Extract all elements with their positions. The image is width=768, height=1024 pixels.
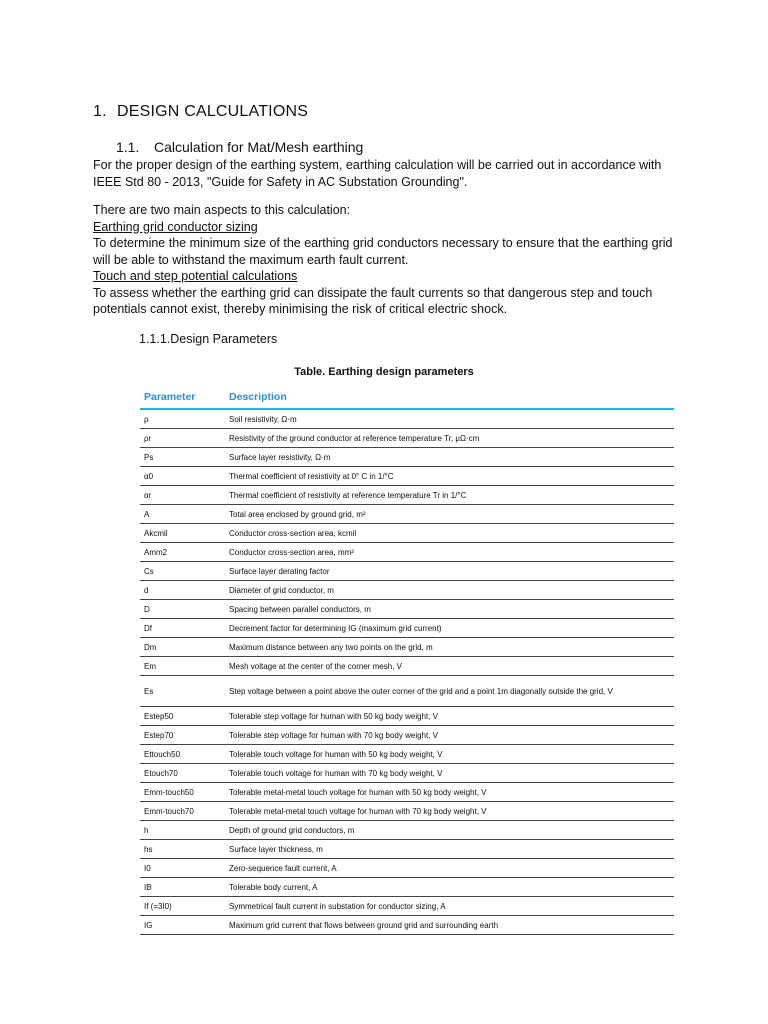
aspect2-title: Touch and step potential calculations (93, 269, 298, 283)
subsection-heading (116, 139, 363, 155)
description-cell: Soil resistivity, Ω·m (225, 409, 674, 429)
parameter-cell: Akcmil (140, 524, 225, 543)
parameter-cell: Emm-touch70 (140, 802, 225, 821)
description-cell: Tolerable step voltage for human with 50 kg body weight, V (225, 707, 674, 726)
parameter-cell: h (140, 821, 225, 840)
table-row (140, 764, 674, 783)
description-cell: Tolerable metal-metal touch voltage for human with 70 kg body weight, V (225, 802, 674, 821)
description-cell: Diameter of grid conductor, m (225, 581, 674, 600)
parameter-cell: Amm2 (140, 543, 225, 562)
description-cell: Tolerable touch voltage for human with 70 kg body weight, V (225, 764, 674, 783)
table-row (140, 581, 674, 600)
parameter-cell: Df (140, 619, 225, 638)
header-description: Description (225, 388, 674, 409)
parameter-cell: Ps (140, 448, 225, 467)
description-cell: Spacing between parallel conductors, m (225, 600, 674, 619)
subsection-title: Calculation for Mat/Mesh earthing (154, 139, 364, 155)
description-cell: Tolerable touch voltage for human with 50 kg body weight, V (225, 745, 674, 764)
parameters-table (140, 388, 674, 935)
table-row (140, 619, 674, 638)
parameter-cell: d (140, 581, 225, 600)
parameter-cell: ρr (140, 429, 225, 448)
section-title: DESIGN CALCULATIONS (117, 103, 309, 120)
description-cell: Mesh voltage at the center of the corner mesh, V (225, 657, 674, 676)
description-cell: Surface layer resistivity, Ω·m (225, 448, 674, 467)
aspects-block (93, 202, 676, 318)
table-row (140, 878, 674, 897)
aspect1-title: Earthing grid conductor sizing (93, 219, 258, 234)
parameter-cell: If (=3I0) (140, 897, 225, 916)
description-cell: Total area enclosed by ground grid, m² (225, 505, 674, 524)
table-row (140, 543, 674, 562)
section-heading (93, 103, 308, 121)
table-header-row (140, 388, 674, 409)
description-cell: Surface layer derating factor (225, 562, 674, 581)
subsubsection-heading: 1.1.1.Design Parameters (139, 332, 278, 346)
table-row (140, 657, 674, 676)
description-cell: Decrement factor for determining IG (maximum grid current) (225, 619, 674, 638)
parameter-cell: Etouch70 (140, 764, 225, 783)
description-cell: Maximum grid current that flows between ground grid and surrounding earth (225, 916, 674, 935)
table-row (140, 409, 674, 429)
table-row (140, 505, 674, 524)
parameter-cell: ρ (140, 409, 225, 429)
parameters-table-wrap (140, 388, 674, 935)
parameter-cell: α0 (140, 467, 225, 486)
table-row (140, 840, 674, 859)
parameter-cell: Dm (140, 638, 225, 657)
parameter-cell: A (140, 505, 225, 524)
intro-text: For the proper design of the earthing system, earthing calculation will be carried out in accordance with IEEE Std 80 - 2013, "Guide for Safety in AC Substation Grounding". (93, 158, 662, 189)
parameter-cell: IG (140, 916, 225, 935)
parameter-cell: Ettouch50 (140, 745, 225, 764)
header-parameter: Parameter (140, 388, 225, 409)
parameter-cell: D (140, 600, 225, 619)
description-cell: Maximum distance between any two points on the grid, m (225, 638, 674, 657)
table-row (140, 429, 674, 448)
parameter-cell: Estep70 (140, 726, 225, 745)
table-row (140, 726, 674, 745)
table-row (140, 707, 674, 726)
description-cell: Tolerable step voltage for human with 70 kg body weight, V (225, 726, 674, 745)
parameter-cell: I0 (140, 859, 225, 878)
table-row (140, 676, 674, 707)
description-cell: Tolerable metal-metal touch voltage for human with 50 kg body weight, V (225, 783, 674, 802)
parameter-cell: Em (140, 657, 225, 676)
parameter-cell: hs (140, 840, 225, 859)
subsection-number: 1.1. (116, 139, 140, 155)
description-cell: Resistivity of the ground conductor at reference temperature Tr, μΩ·cm (225, 429, 674, 448)
table-row (140, 448, 674, 467)
table-row (140, 562, 674, 581)
description-cell: Surface layer thickness, m (225, 840, 674, 859)
table-row (140, 524, 674, 543)
parameter-cell: Estep50 (140, 707, 225, 726)
table-row (140, 638, 674, 657)
table-row (140, 897, 674, 916)
table-row (140, 821, 674, 840)
parameter-cell: Es (140, 676, 225, 707)
description-cell: Symmetrical fault current in substation for conductor sizing, A (225, 897, 674, 916)
aspect2-text: To assess whether the earthing grid can dissipate the fault currents so that dangerous step and touch potentials cannot exist, thereby minimising the risk of critical electric shock. (93, 285, 653, 316)
table-row (140, 600, 674, 619)
parameter-cell: αr (140, 486, 225, 505)
table-row (140, 486, 674, 505)
description-cell: Zero-sequence fault current, A (225, 859, 674, 878)
description-cell: Step voltage between a point above the outer corner of the grid and a point 1m diagonally outside the grid, V (225, 676, 674, 707)
description-cell: Conductor cross-section area, mm² (225, 543, 674, 562)
table-row (140, 859, 674, 878)
section-number: 1. (93, 103, 107, 120)
table-row (140, 467, 674, 486)
table-caption: Table. Earthing design parameters (294, 366, 474, 378)
description-cell: Thermal coefficient of resistivity at 0° C in 1/°C (225, 467, 674, 486)
aspects-intro: There are two main aspects to this calculation: (93, 203, 351, 217)
table-body (140, 409, 674, 935)
parameter-cell: Emm-touch50 (140, 783, 225, 802)
description-cell: Depth of ground grid conductors, m (225, 821, 674, 840)
table-row (140, 802, 674, 821)
table-row (140, 745, 674, 764)
intro-paragraph (93, 157, 676, 190)
parameter-cell: IB (140, 878, 225, 897)
table-row (140, 783, 674, 802)
parameter-cell: Cs (140, 562, 225, 581)
description-cell: Tolerable body current, A (225, 878, 674, 897)
table-row (140, 916, 674, 935)
description-cell: Thermal coefficient of resistivity at reference temperature Tr in 1/°C (225, 486, 674, 505)
aspect1-text: To determine the minimum size of the earthing grid conductors necessary to ensure that the earthing grid will be able to withstand the maximum earth fault current. (93, 236, 673, 267)
description-cell: Conductor cross-section area, kcmil (225, 524, 674, 543)
